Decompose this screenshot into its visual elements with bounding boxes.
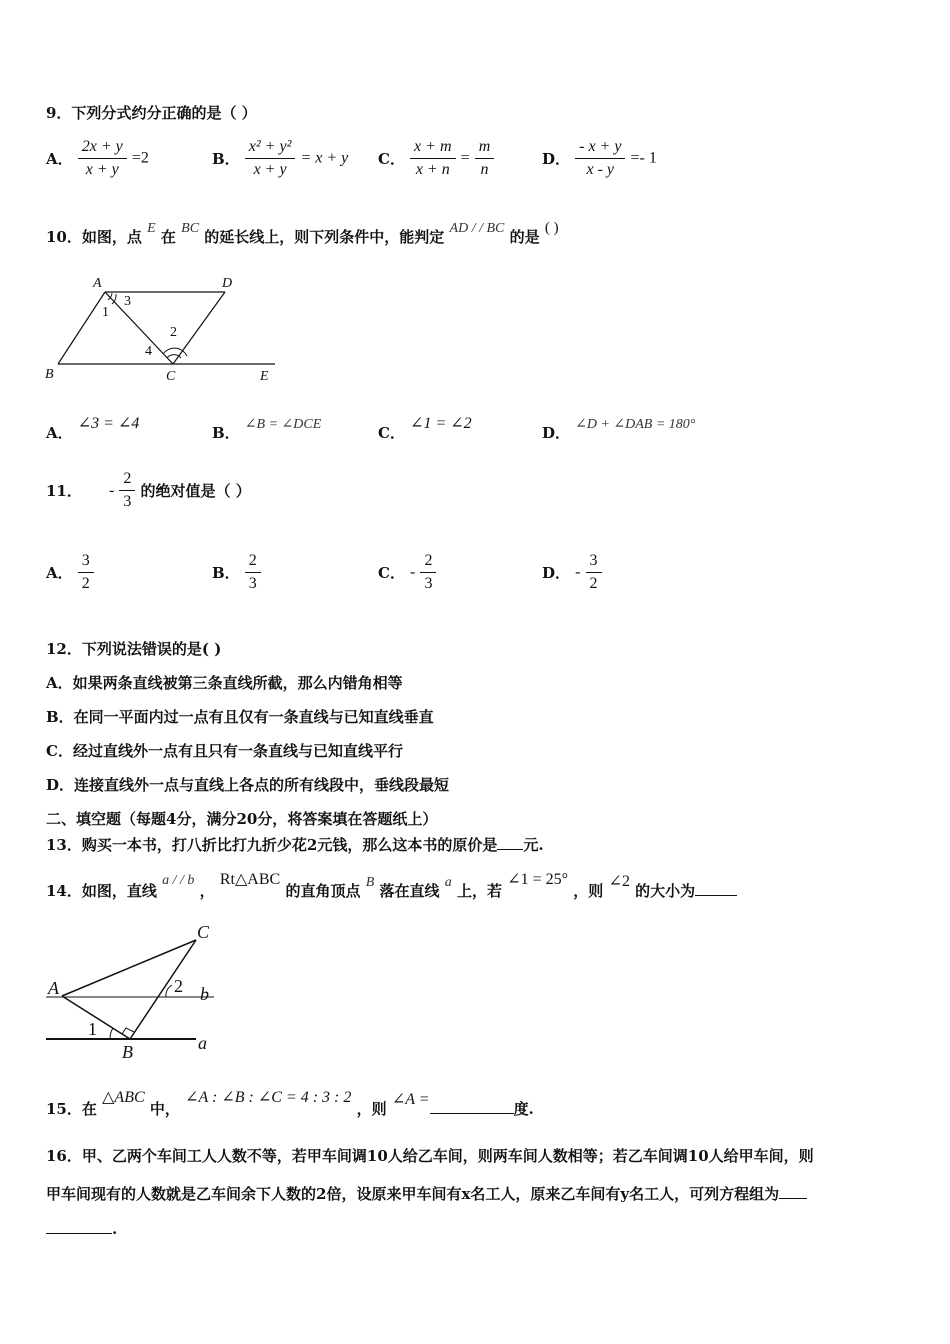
math-angle2: ∠2 <box>608 873 630 890</box>
option-label: A． <box>46 564 73 582</box>
denominator: 2 <box>81 575 90 592</box>
fraction <box>475 138 495 179</box>
numerator: 3 <box>586 552 602 573</box>
option-label: B． <box>212 564 240 582</box>
math-angle-ratio: ∠A : ∠B : ∠C = 4 : 3 : 2 <box>185 1089 352 1106</box>
rhs: =- 1 <box>630 149 657 167</box>
question-number: 11． <box>46 482 82 500</box>
angle-4-label: 4 <box>145 344 152 359</box>
minus-sign: - <box>108 481 115 499</box>
fraction <box>245 138 296 179</box>
q10-option-d <box>542 412 696 442</box>
option-label: B． <box>212 424 240 442</box>
q10-option-b <box>212 412 322 442</box>
denominator: 2 <box>589 575 598 592</box>
q11-option-a <box>46 552 94 602</box>
q15-stem <box>46 1089 534 1119</box>
label-E: E <box>260 369 269 384</box>
q12-option-c: C．经过直线外一点有且只有一条直线与已知直线平行 <box>46 742 403 760</box>
math-parallel: AD / / BC <box>449 221 505 236</box>
fraction <box>245 552 261 593</box>
q14-stem-part: ， <box>199 882 215 900</box>
numerator: 2x + y <box>78 138 127 159</box>
math-angle-a: ∠A = <box>391 1091 430 1108</box>
label-A: A <box>48 978 59 998</box>
label-b: b <box>200 984 209 1004</box>
math-right-triangle: Rt△ABC <box>219 871 281 888</box>
q12-option-a: A．如果两条直线被第三条直线所截，那么内错角相等 <box>46 674 403 692</box>
option-label: A． <box>46 150 73 168</box>
q15-stem-part: 15．在 <box>46 1100 97 1118</box>
q13-stem-part: 元. <box>523 836 544 854</box>
denominator: 3 <box>424 575 433 592</box>
answer-blank[interactable] <box>497 849 523 850</box>
angle-2-label: 2 <box>174 976 183 996</box>
math-BC: BC <box>181 221 200 236</box>
denominator: 3 <box>123 493 132 510</box>
q15-stem-part: 中， <box>149 1100 180 1118</box>
q10-parallelogram-figure <box>40 268 290 386</box>
fraction <box>420 552 436 593</box>
label-C: C <box>166 369 176 384</box>
q12-option-b: B．在同一平面内过一点有且仅有一条直线与已知直线垂直 <box>46 708 434 726</box>
option-expr: ∠D + ∠DAB = 180° <box>575 417 696 432</box>
angle-1-label: 1 <box>88 1019 97 1039</box>
angle-1-label: 1 <box>102 305 109 320</box>
option-label: D． <box>542 150 571 168</box>
option-label: D． <box>542 424 571 442</box>
option-label: A． <box>46 424 73 442</box>
q14-stem-part: 的直角顶点 <box>285 882 361 900</box>
numerator: 2 <box>119 470 135 491</box>
q10-stem-part: 的延长线上，则下列条件中，能判定 <box>204 228 445 246</box>
denominator: n <box>480 161 489 178</box>
q10-stem-part: 10．如图，点 <box>46 228 142 246</box>
numerator: x² + y² <box>245 138 296 159</box>
numerator: m <box>475 138 495 159</box>
label-A: A <box>93 276 102 291</box>
math-B: B <box>365 875 375 890</box>
option-expr: ∠1 = ∠2 <box>410 415 472 432</box>
q16-line-2 <box>46 1183 807 1204</box>
label-B: B <box>122 1042 133 1062</box>
label-B: B <box>45 367 54 382</box>
q11-option-d <box>542 552 602 602</box>
q15-stem-part: 度. <box>513 1100 534 1118</box>
q14-stem-part: 14．如图，直线 <box>46 882 157 900</box>
angle-3-label: 3 <box>124 294 131 309</box>
q10-stem <box>46 220 559 247</box>
q14-triangle-figure <box>40 918 230 1062</box>
option-label: D． <box>542 564 571 582</box>
q14-stem-part: 的大小为 <box>635 882 696 900</box>
q11-stem <box>46 470 251 520</box>
option-label: B． <box>212 150 240 168</box>
q16-line-1: 16．甲、乙两个车间工人人数不等，若甲车间调10人给乙车间，则两车间人数相等；若乙车间调10人给甲车间，则 <box>46 1147 814 1165</box>
q13-stem-part: 13．购买一本书，打八折比打九折少花2元钱，那么这本书的原价是 <box>46 836 498 854</box>
q9-option-c <box>378 138 494 188</box>
angle-2-label: 2 <box>170 325 177 340</box>
sign: - <box>410 563 416 581</box>
math-a-parallel-b: a / / b <box>162 873 195 888</box>
answer-paren: ( ) <box>544 220 559 236</box>
numerator: x + m <box>410 138 455 159</box>
q13-stem <box>46 834 544 855</box>
q10-option-a <box>46 412 140 442</box>
q16-line-3 <box>46 1220 117 1238</box>
q9-option-a <box>46 138 149 188</box>
denominator: x - y <box>586 161 615 178</box>
denominator: 3 <box>248 575 257 592</box>
denominator: x + y <box>85 161 119 178</box>
rhs: = x + y <box>300 149 349 167</box>
numerator: - x + y <box>575 138 625 159</box>
fraction <box>586 552 602 593</box>
q12-option-d: D．连接直线外一点与直线上各点的所有线段中，垂线段最短 <box>46 776 450 794</box>
q14-stem-part: 落在直线 <box>379 882 440 900</box>
option-label: C． <box>378 150 405 168</box>
numerator: 2 <box>420 552 436 573</box>
answer-blank[interactable] <box>695 895 737 896</box>
q10-option-c <box>378 412 472 442</box>
q10-stem-part: 的是 <box>509 228 540 246</box>
q11-option-c <box>378 552 436 602</box>
option-label: C． <box>378 564 405 582</box>
q9-stem: 9．下列分式约分正确的是（ ） <box>46 104 257 122</box>
answer-blank[interactable] <box>430 1113 514 1114</box>
q9-option-d <box>542 138 657 188</box>
fraction <box>78 552 94 593</box>
q15-stem-part: ，则 <box>356 1100 387 1118</box>
q16-line-2-text: 甲车间现有的人数就是乙车间余下人数的2倍，设原来甲车间有x名工人，原来乙车间有y名工人，可列方程组为 <box>46 1185 780 1203</box>
fraction <box>119 470 135 511</box>
denominator: x + n <box>415 161 450 178</box>
denominator: x + y <box>253 161 287 178</box>
answer-blank[interactable] <box>779 1198 807 1199</box>
fraction <box>575 138 625 179</box>
numerator: 2 <box>245 552 261 573</box>
label-a: a <box>198 1033 207 1053</box>
option-expr: ∠3 = ∠4 <box>77 415 140 432</box>
sign: - <box>575 563 581 581</box>
rhs: =2 <box>131 149 149 167</box>
math-triangle: △ABC <box>102 1089 145 1106</box>
q12-stem: 12．下列说法错误的是( ) <box>46 640 222 658</box>
numerator: 3 <box>78 552 94 573</box>
label-C: C <box>197 922 210 942</box>
q14-stem <box>46 871 737 901</box>
math-a: a <box>444 875 452 890</box>
q11-stem-text: 的绝对值是（ ） <box>140 482 251 500</box>
fraction <box>410 138 455 179</box>
q9-option-b <box>212 138 348 188</box>
label-D: D <box>222 276 233 291</box>
answer-blank[interactable] <box>46 1233 112 1234</box>
math-angle1: ∠1 = 25° <box>507 871 569 888</box>
q14-stem-part: 上，若 <box>456 882 502 900</box>
q11-option-b <box>212 552 261 602</box>
math-E: E <box>147 221 156 236</box>
option-expr: ∠B = ∠DCE <box>244 417 322 432</box>
q10-stem-part: 在 <box>160 228 176 246</box>
equals: = <box>460 149 470 167</box>
section-2-heading: 二、填空题（每题4分，满分20分，将答案填在答题纸上） <box>46 810 438 828</box>
q16-line-3-end: . <box>112 1220 118 1238</box>
fraction <box>78 138 127 179</box>
option-label: C． <box>378 424 405 442</box>
q14-stem-part: ，则 <box>573 882 604 900</box>
